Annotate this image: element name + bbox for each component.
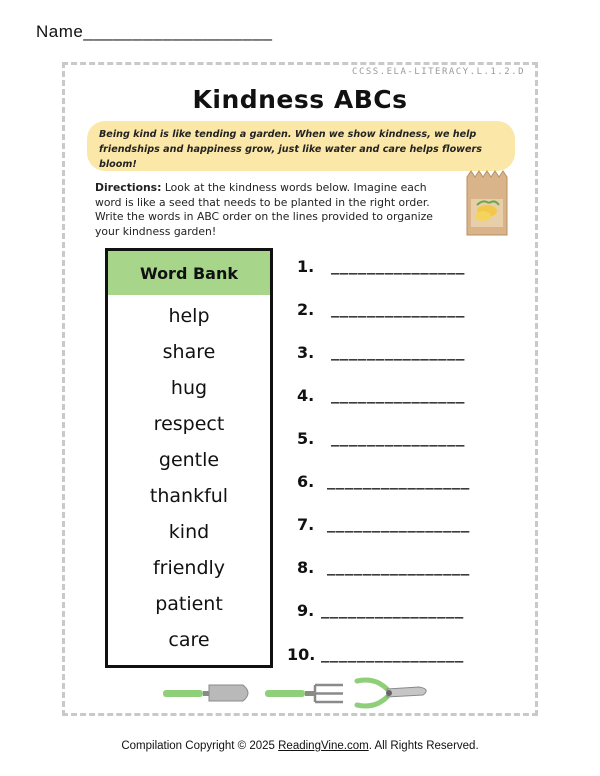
footer-link[interactable]: ReadingVine.com [278,740,369,752]
answer-line[interactable]: ________________ [327,474,470,490]
answer-number: 6. [297,472,315,491]
word-bank-item: thankful [149,485,229,507]
word-bank-item: hug [170,377,208,399]
worksheet-frame [62,62,538,716]
answer-line[interactable]: ________________ [321,603,464,619]
garden-fork-icon [265,685,343,702]
footer-suffix: . All Rights Reserved. [368,740,479,752]
word-bank-item: gentle [158,449,220,471]
answer-number: 10. [287,645,316,664]
directions-label: Directions: [95,181,162,194]
word-bank-item: care [168,629,210,651]
word-bank-item: help [168,305,210,327]
standard-code: CCSS.ELA-LITERACY.L.1.2.D [352,67,525,77]
garden-tools [161,675,451,711]
footer-copyright [0,740,600,752]
answer-line[interactable]: _______________ [331,431,465,447]
name-blank[interactable]: ___________________ [83,22,273,41]
answer-number: 9. [297,601,315,620]
word-bank-item: share [162,341,216,363]
answer-number: 2. [297,300,315,319]
pruning-shears-icon [357,680,426,706]
answer-number: 4. [297,386,315,405]
word-bank-item: friendly [152,557,226,579]
answer-line[interactable]: ________________ [327,517,470,533]
answer-line[interactable]: _______________ [331,388,465,404]
word-bank-item: patient [155,593,223,615]
answer-line[interactable]: _______________ [331,302,465,318]
answer-line[interactable]: _______________ [331,259,465,275]
page-title: Kindness ABCs [192,85,408,114]
answer-line[interactable]: ________________ [321,647,464,663]
directions [95,181,451,239]
directions-text: Look at the kindness words below. Imagine each word is like a seed that needs to be planted in the right order. Write the words in ABC order on the lines provided to organize your kindness garden! [95,181,433,238]
trowel-icon [163,685,248,701]
answer-line[interactable]: ________________ [327,560,470,576]
word-bank-item: respect [153,413,225,435]
word-bank-item: kind [168,521,210,543]
answer-number: 8. [297,558,315,577]
intro-banner: Being kind is like tending a garden. When we show kindness, we help friendships and happiness grow, just like water and care helps flowers bloom! [87,121,515,171]
name-label: Name [36,22,84,41]
answer-number: 7. [297,515,315,534]
answer-number: 3. [297,343,315,362]
footer-prefix: Compilation Copyright © 2025 [121,740,279,752]
name-field[interactable] [36,22,273,42]
answer-number: 5. [297,429,315,448]
answer-number: 1. [297,257,315,276]
seed-packet-icon [463,169,511,239]
word-bank [105,248,273,668]
answer-line[interactable]: _______________ [331,345,465,361]
word-bank-heading: Word Bank [108,251,270,295]
